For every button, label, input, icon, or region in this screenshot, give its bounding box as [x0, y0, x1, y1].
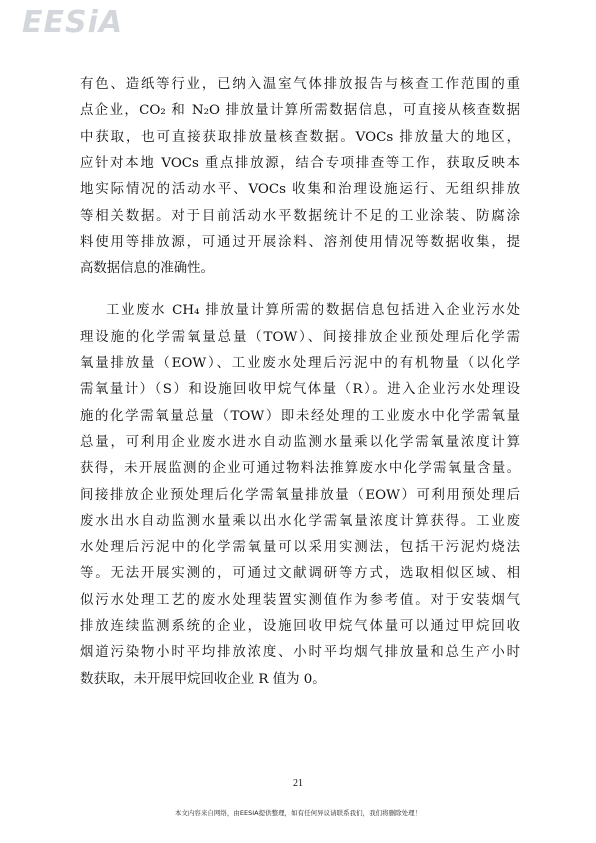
page-number: 21 — [293, 778, 303, 789]
text-line: 排放连续监测系统的企业，设施回收甲烷气体量可以通过甲烷回收 — [80, 619, 520, 634]
eesia-logo: EESiA — [22, 5, 124, 40]
text-line: 点企业，CO₂ 和 N₂O 排放量计算所需数据信息，可直接从核查数据 — [80, 103, 520, 119]
text-line: 间接排放企业预处理后化学需氧量排放量（EOW）可利用预处理后 — [80, 487, 520, 503]
text-line: 似污水处理工艺的废水处理装置实测值作为参考值。对于安装烟气 — [80, 592, 520, 608]
text-line: 中获取，也可直接获取排放量核查数据。VOCs 排放量大的地区， — [80, 129, 520, 145]
text-line: 获得，未开展监测的企业可通过物料法推算废水中化学需氧量含量。 — [80, 461, 520, 477]
footer-disclaimer: 本文内容来自网络，由EESIA提供整理，如有任何异议请联系我们，我们将删除处理！ — [174, 809, 422, 817]
text-line: 工业废水 CH₄ 排放量计算所需的数据信息包括进入企业污水处 — [106, 303, 520, 319]
text-line: 料使用等排放源，可通过开展涂料、溶剂使用情况等数据收集，提 — [80, 234, 520, 250]
text-line: 理设施的化学需氧量总量（TOW）、间接排放企业预处理后化学需 — [80, 329, 520, 345]
text-line: 废水出水自动监测水量乘以出水化学需氧量浓度计算获得。工业废 — [80, 513, 520, 529]
text-line: 应针对本地 VOCs 重点排放源，结合专项排查等工作，获取反映本 — [80, 155, 520, 171]
text-line: 高数据信息的准确性。 — [80, 261, 214, 277]
text-line: 等。无法开展实测的，可通过文献调研等方式，选取相似区域、相 — [80, 566, 520, 582]
text-line: 有色、造纸等行业，已纳入温室气体排放报告与核查工作范围的重 — [80, 77, 520, 92]
text-line: 等相关数据。对于目前活动水平数据统计不足的工业涂装、防腐涂 — [80, 208, 520, 224]
text-line: 水处理后污泥中的化学需氧量可以采用实测法，包括干污泥灼烧法 — [80, 540, 520, 556]
text-line: 施的化学需氧量总量（TOW）即未经处理的工业废水中化学需氧量 — [80, 408, 520, 424]
text-line: 数获取，未开展甲烷回收企业 R 值为 0。 — [80, 671, 326, 687]
text-line: 需氧量计）（S）和设施回收甲烷气体量（R）。进入企业污水处理设 — [80, 382, 520, 398]
text-line: 总量，可利用企业废水进水自动监测水量乘以化学需氧量浓度计算 — [80, 434, 520, 450]
text-line: 地实际情况的活动水平、VOCs 收集和治理设施运行、无组织排放 — [80, 182, 520, 198]
text-line: 氧量排放量（EOW）、工业废水处理后污泥中的有机物量（以化学 — [80, 356, 520, 371]
text-line: 烟道污染物小时平均排放浓度、小时平均烟气排放量和总生产小时 — [80, 645, 520, 661]
